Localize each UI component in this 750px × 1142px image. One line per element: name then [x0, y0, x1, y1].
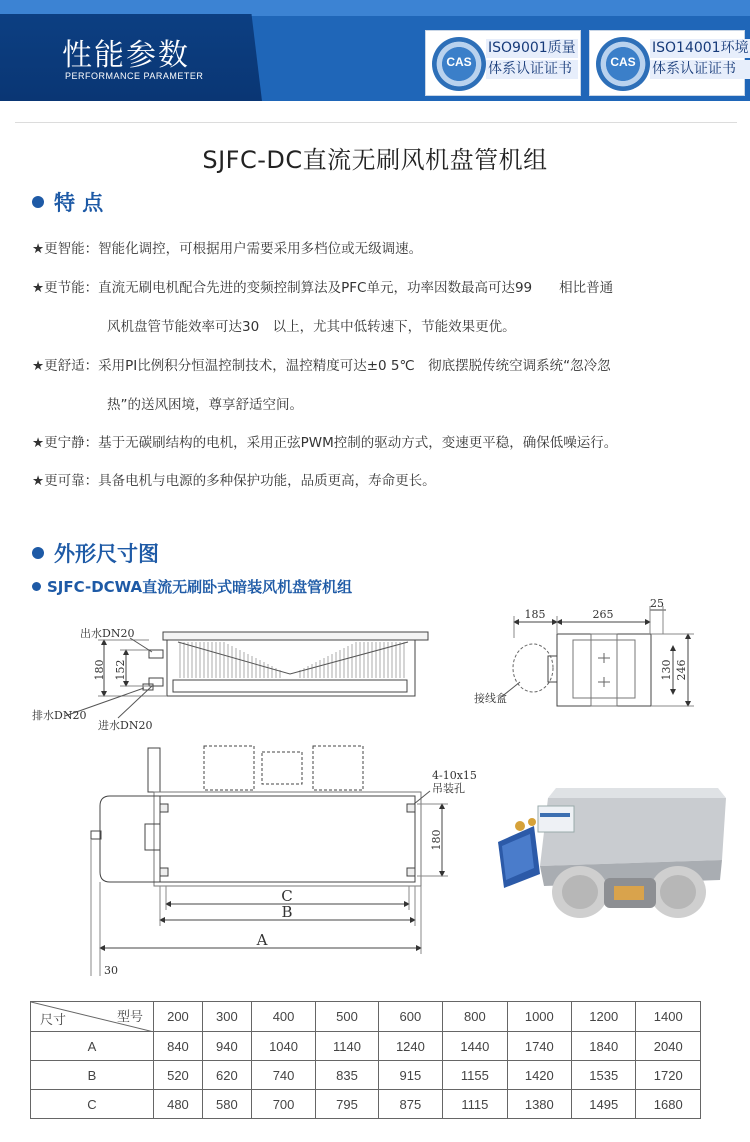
- table-cell: 840: [154, 1032, 203, 1061]
- table-corner-cell: [31, 1002, 154, 1032]
- feature-label: ★更智能：: [32, 241, 99, 257]
- table-cell: 2040: [636, 1032, 701, 1061]
- cert-line-1: ISO9001质量: [488, 40, 576, 56]
- drain-label: 排水DN20: [32, 709, 87, 722]
- feature-text: 采用PI比例积分恒温控制技术，温控精度可达±0 5℃ 彻底摆脱传统空调系统“忽冷忽: [98, 358, 611, 374]
- page-title: SJFC-DC直流无刷风机盘管机组: [202, 146, 548, 174]
- dim-265: 265: [592, 608, 614, 621]
- model-header-cell: 1400: [636, 1002, 701, 1032]
- cas-seal-icon: CAS: [596, 37, 650, 91]
- cert-line-1: ISO14001环境: [652, 40, 749, 56]
- feature-smart: [32, 237, 422, 257]
- feature-label: ★更舒适：: [32, 358, 99, 374]
- dim-180-plan: 180: [430, 829, 443, 851]
- dim-A: A: [256, 931, 268, 949]
- dimension-drawings: [0, 598, 750, 998]
- feature-text: 智能化调控，可根据用户需要采用多档位或无级调速。: [98, 241, 423, 257]
- feature-energy-cont: 风机盘管节能效率可达30 以上，尤其中低转速下，节能效果更优。: [107, 319, 516, 335]
- bullet-dot-icon: [32, 547, 44, 559]
- table-cell: 1040: [251, 1032, 315, 1061]
- model-header-cell: 500: [316, 1002, 378, 1032]
- table-cell: 1840: [572, 1032, 636, 1061]
- banner-subtitle: PERFORMANCE PARAMETER: [65, 71, 204, 81]
- dim-180-side: 180: [93, 659, 106, 681]
- feature-comfort: [32, 354, 611, 374]
- model-header-cell: 300: [202, 1002, 251, 1032]
- table-header-row: [31, 1002, 701, 1032]
- table-cell: 740: [251, 1061, 315, 1090]
- feature-reliable: [32, 469, 436, 489]
- dim-246: 246: [675, 659, 688, 681]
- dim-30: 30: [104, 964, 118, 977]
- table-row: [31, 1032, 701, 1061]
- dim-C: C: [281, 887, 293, 905]
- table-cell: 915: [378, 1061, 442, 1090]
- model-header-cell: 200: [154, 1002, 203, 1032]
- section-divider: [15, 122, 737, 123]
- model-header-cell: 400: [251, 1002, 315, 1032]
- feature-energy: [32, 276, 613, 296]
- model-header-cell: 1000: [507, 1002, 571, 1032]
- features-heading: 特 点: [32, 187, 103, 217]
- iso9001-certificate: [425, 30, 581, 96]
- feature-text: 具备电机与电源的多种保护功能，品质更高，寿命更长。: [98, 473, 436, 489]
- table-cell: 1240: [378, 1032, 442, 1061]
- table-cell: 1155: [443, 1061, 507, 1090]
- junction-box-label: 接线盒: [474, 692, 507, 705]
- cert-line-2: 体系认证证书: [650, 60, 750, 79]
- end-elevation-drawing: [500, 606, 694, 706]
- table-cell: 480: [154, 1090, 203, 1119]
- feature-text: 直流无刷电机配合先进的变频控制算法及PFC单元，功率因数最高可达99 相比普通: [98, 280, 614, 296]
- banner-title: 性能参数: [62, 38, 190, 73]
- hang-holes-label: 吊装孔: [432, 782, 465, 795]
- cas-seal-icon: CAS: [432, 37, 486, 91]
- dim-130: 130: [660, 659, 673, 681]
- table-cell: 1740: [507, 1032, 571, 1061]
- table-cell: 1720: [636, 1061, 701, 1090]
- table-cell: 1440: [443, 1032, 507, 1061]
- table-cell: 1380: [507, 1090, 571, 1119]
- corner-model-label: 型号: [116, 1009, 143, 1024]
- table-cell: 1115: [443, 1090, 507, 1119]
- inlet-label: 进水DN20: [98, 719, 153, 732]
- table-cell: 1420: [507, 1061, 571, 1090]
- dimension-table: [30, 1001, 701, 1119]
- table-cell: 1680: [636, 1090, 701, 1119]
- bullet-dot-icon: [32, 196, 44, 208]
- outlet-label: 出水DN20: [80, 627, 135, 640]
- corner-size-label: 尺寸: [40, 1012, 67, 1027]
- table-cell: 700: [251, 1090, 315, 1119]
- table-cell: 1535: [572, 1061, 636, 1090]
- table-cell: 795: [316, 1090, 378, 1119]
- model-header-cell: 800: [443, 1002, 507, 1032]
- dim-25: 25: [650, 598, 664, 610]
- table-cell: 620: [202, 1061, 251, 1090]
- table-cell: 1140: [316, 1032, 378, 1061]
- plan-view-drawing: [91, 746, 448, 976]
- feature-label: ★更节能：: [32, 280, 99, 296]
- model-header-cell: 1200: [572, 1002, 636, 1032]
- dim-B: B: [281, 903, 293, 921]
- table-row: [31, 1090, 701, 1119]
- feature-comfort-cont: 热”的送风困境，尊享舒适空间。: [107, 397, 303, 413]
- dim-152: 152: [114, 659, 127, 681]
- table-cell: 580: [202, 1090, 251, 1119]
- dimensions-heading: 外形尺寸图: [32, 538, 159, 568]
- dimensions-subheading: SJFC-DCWA直流无刷卧式暗装风机盘管机组: [32, 576, 352, 597]
- cert-line-2: 体系认证证书: [486, 60, 578, 79]
- iso14001-certificate: [589, 30, 749, 96]
- table-cell: 835: [316, 1061, 378, 1090]
- banner-stripe: [0, 0, 750, 16]
- table-cell: 875: [378, 1090, 442, 1119]
- header-banner: [0, 0, 750, 101]
- table-row: [31, 1061, 701, 1090]
- bullet-dot-icon: [32, 582, 41, 591]
- row-label-cell: C: [31, 1090, 154, 1119]
- row-label-cell: B: [31, 1061, 154, 1090]
- model-header-cell: 600: [378, 1002, 442, 1032]
- feature-text: 基于无碳刷结构的电机，采用正弦PWM控制的驱动方式，变速更平稳，确保低噪运行。: [98, 435, 618, 451]
- dim-185: 185: [524, 608, 546, 621]
- feature-label: ★更可靠：: [32, 473, 99, 489]
- table-cell: 520: [154, 1061, 203, 1090]
- feature-quiet: [32, 431, 617, 451]
- table-cell: 940: [202, 1032, 251, 1061]
- feature-label: ★更宁静：: [32, 435, 99, 451]
- holes-label: 4-10x15: [432, 769, 477, 782]
- product-photo: [498, 788, 726, 918]
- row-label-cell: A: [31, 1032, 154, 1061]
- table-cell: 1495: [572, 1090, 636, 1119]
